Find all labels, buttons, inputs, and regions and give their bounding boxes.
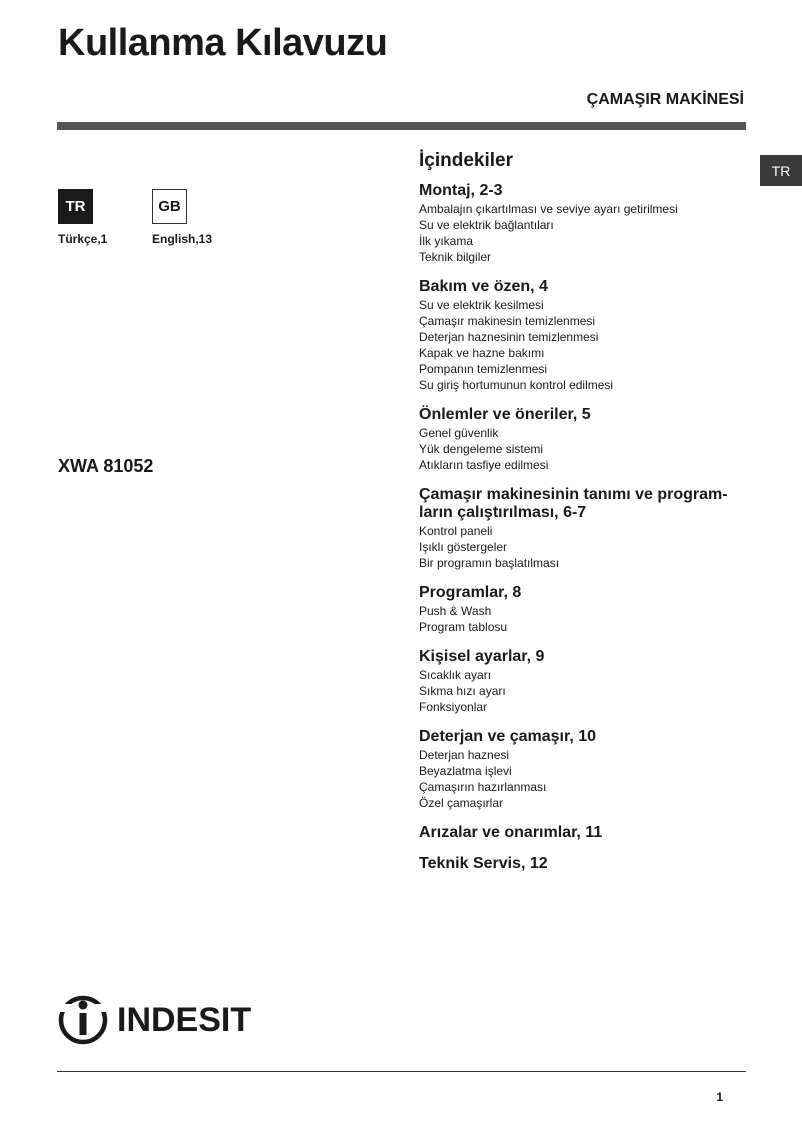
toc-section-title[interactable]: Teknik Servis, 12 <box>419 855 548 872</box>
toc-item[interactable]: Su ve elektrik kesilmesi <box>419 298 544 312</box>
toc-item[interactable]: Kontrol paneli <box>419 524 493 538</box>
toc-item[interactable]: Çamaşırın hazırlanması <box>419 780 547 794</box>
toc-section <box>419 406 749 473</box>
header-divider <box>57 122 746 130</box>
toc-item[interactable]: Özel çamaşırlar <box>419 796 504 810</box>
toc-section <box>419 278 749 393</box>
language-tr-badge: TR <box>58 189 93 224</box>
toc-section <box>419 728 749 811</box>
toc-item[interactable]: Pompanın temizlenmesi <box>419 362 548 376</box>
toc-item[interactable]: Deterjan haznesi <box>419 748 510 762</box>
document-subtitle: ÇAMAŞIR MAKİNESİ <box>586 91 744 108</box>
language-tr[interactable] <box>58 189 107 246</box>
toc-section <box>419 824 749 842</box>
toc-sections <box>419 182 749 873</box>
toc-item[interactable]: Sıcaklık ayarı <box>419 668 492 682</box>
toc-section-title[interactable]: Programlar, 8 <box>419 584 522 601</box>
page-number: 1 <box>716 1090 723 1104</box>
toc-section-title[interactable]: Önlemler ve öneriler, 5 <box>419 406 591 423</box>
toc-item[interactable]: Yük dengeleme sistemi <box>419 442 544 456</box>
model-number: XWA 81052 <box>58 456 154 476</box>
toc-item[interactable]: Fonksiyonlar <box>419 700 488 714</box>
brand-name: INDESIT <box>117 1000 252 1039</box>
toc-item[interactable]: Bir programın başlatılması <box>419 556 560 570</box>
toc-item[interactable]: Kapak ve hazne bakımı <box>419 346 545 360</box>
toc-section <box>419 584 749 635</box>
toc-section-title[interactable]: Çamaşır makinesinin tanımı ve program-ların çalıştırılması, 6-7 <box>419 486 728 521</box>
toc-item[interactable]: Push & Wash <box>419 604 492 618</box>
toc-item[interactable]: İlk yıkama <box>419 234 474 248</box>
toc-item[interactable]: Teknik bilgiler <box>419 250 492 264</box>
toc-item[interactable]: Işıklı göstergeler <box>419 540 508 554</box>
toc-item[interactable]: Ambalajın çıkartılması ve seviye ayarı getirilmesi <box>419 202 678 216</box>
brand-logo <box>57 994 251 1046</box>
language-gb[interactable] <box>152 189 212 246</box>
toc-section-title[interactable]: Bakım ve özen, 4 <box>419 278 548 295</box>
language-gb-caption: English,13 <box>152 232 213 246</box>
document-title: Kullanma Kılavuzu <box>58 22 388 64</box>
toc-item[interactable]: Program tablosu <box>419 620 508 634</box>
language-gb-badge: GB <box>152 189 187 224</box>
language-tr-caption: Türkçe,1 <box>58 232 108 246</box>
toc-section-title[interactable]: Arızalar ve onarımlar, 11 <box>419 824 603 841</box>
toc-item[interactable]: Genel güvenlik <box>419 426 499 440</box>
toc-section <box>419 855 749 873</box>
toc-item[interactable]: Su ve elektrik bağlantıları <box>419 218 554 232</box>
toc-section-title[interactable]: Kişisel ayarlar, 9 <box>419 648 545 665</box>
toc-section <box>419 486 749 571</box>
toc-item[interactable]: Çamaşır makinesin temizlenmesi <box>419 314 596 328</box>
toc-heading: İçindekiler <box>419 150 513 171</box>
toc-item[interactable]: Deterjan haznesinin temizlenmesi <box>419 330 599 344</box>
footer-divider <box>57 1071 746 1072</box>
toc-item[interactable]: Beyazlatma işlevi <box>419 764 512 778</box>
table-of-contents <box>419 150 749 886</box>
indesit-logo-icon <box>57 994 109 1046</box>
toc-section-title[interactable]: Montaj, 2-3 <box>419 182 503 199</box>
toc-item[interactable]: Atıkların tasfiye edilmesi <box>419 458 549 472</box>
toc-section <box>419 182 749 265</box>
toc-item[interactable]: Sıkma hızı ayarı <box>419 684 506 698</box>
toc-section <box>419 648 749 715</box>
toc-item[interactable]: Su giriş hortumunun kontrol edilmesi <box>419 378 614 392</box>
language-side-tab: TR <box>760 155 802 186</box>
toc-section-title[interactable]: Deterjan ve çamaşır, 10 <box>419 728 597 745</box>
